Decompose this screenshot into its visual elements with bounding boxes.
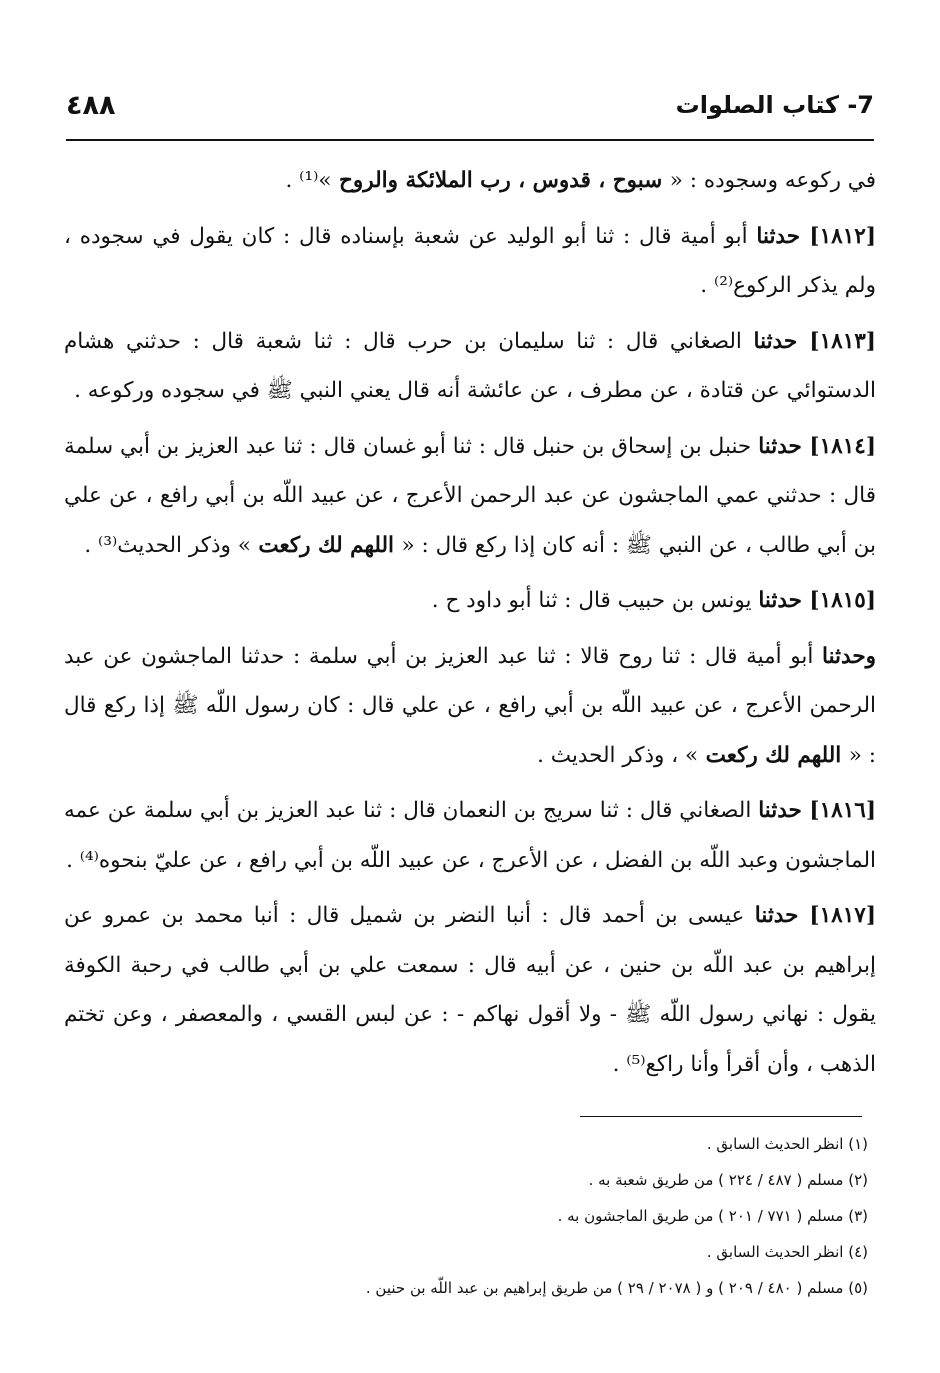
hadith-number: [١٨١٧] حدثنا: [754, 903, 876, 928]
page-number: ٤٨٨: [66, 89, 116, 121]
paragraph-text: أبو أمية قال : ثنا روح قالا : ثنا عبد العزيز بن أبي سلمة : حدثنا الماجشون عن عبد الرحمن الأعرج ، عن عبيد اللّه بن أبي رافع ، عن علي قال : كان رسول اللّه ﷺ إذا ركع قال : «: [64, 643, 876, 768]
paragraph-text: يونس بن حبيب قال : ثنا أبو داود ح .: [431, 588, 759, 613]
paragraph-text: في ركوعه وسجوده : «: [669, 168, 876, 193]
header-divider: [66, 139, 874, 141]
footnote-4: (٤) انظر الحديث السابق .: [706, 1243, 868, 1261]
hadith-number: [١٨١٤] حدثنا: [758, 433, 876, 459]
hadith-1815: [64, 576, 876, 626]
footnote-5: (٥) مسلم ( ٤٨٠ / ٢٠٩ ) و ( ٢٠٧٨ / ٢٩ ) من طريق إبراهيم بن عبد اللّه بن حنين .: [365, 1279, 868, 1297]
hadith-1815-second-chain: [64, 632, 876, 781]
quoted-supplication: اللهم لك ركعت: [698, 742, 849, 768]
hadith-1816: [64, 786, 876, 885]
quoted-supplication: اللهم لك ركعت: [250, 532, 402, 558]
hadith-1817: [64, 891, 876, 1089]
footnote-1: (١) انظر الحديث السابق .: [706, 1135, 868, 1153]
footnotes: [66, 1126, 868, 1306]
paragraph-tail: » وذكر الحديث⁽³⁾ .: [84, 532, 251, 558]
hadith-number: [١٨١٥] حدثنا: [758, 588, 876, 613]
footnote-3: (٣) مسلم ( ٧٧١ / ٢٠١ ) من طريق الماجشون به .: [557, 1207, 868, 1225]
paragraph-text: الصغاني قال : ثنا سريج بن النعمان قال : ثنا عبد العزيز بن أبي سلمة عن عمه الماجشون وعبد اللّه بن الفضل ، عن الأعرج ، عن عبيد اللّه بن أبي رافع ، عن عليّ بنحوه⁽⁴⁾ .: [64, 798, 876, 873]
footnote-divider: [580, 1116, 862, 1117]
quoted-supplication: سبوح ، قدوس ، رب الملائكة والروح: [331, 168, 670, 193]
paragraph-text: أبو أمية قال : ثنا أبو الوليد عن شعبة بإسناده قال : كان يقول في سجوده ، ولم يذكر الركوع⁽²⁾ .: [64, 223, 876, 298]
hadith-number: [١٨١٢] حدثنا: [756, 223, 876, 249]
paragraph-text: عيسى بن أحمد قال : أنبا النضر بن شميل قال : أنبا محمد بن عمرو عن إبراهيم بن عبد اللّه بن حنين ، عن أبيه قال : سمعت علي بن أبي طالب في رحبة الكوفة يقول : نهاني رسول اللّه ﷺ - ولا أقول نهاكم - : عن لبس القسي ، والمعصفر ، وعن تختم الذهب ، وأن أقرأ وأنا راكع⁽⁵⁾ .: [64, 903, 876, 1077]
paragraph-text: الصغاني قال : ثنا سليمان بن حرب قال : ثنا شعبة قال : حدثني هشام الدستوائي عن قتادة ، عن مطرف ، عن عائشة أنه قال يعني النبي ﷺ في سجوده وركوعه .: [64, 328, 876, 403]
hadith-1813: [64, 317, 876, 416]
chain-lead: وحدثنا: [822, 643, 876, 669]
paragraph-continuation: [64, 156, 876, 206]
paragraph-tail: » ، وذكر الحديث .: [537, 742, 699, 768]
paragraph-tail: »⁽¹⁾ .: [285, 168, 332, 193]
paragraph-text: حنبل بن إسحاق بن حنبل قال : ثنا أبو غسان قال : ثنا عبد العزيز بن أبي سلمة قال : حدثني عمي الماجشون عن عبد الرحمن الأعرج ، عن عبيد اللّه بن أبي رافع ، عن علي بن أبي طالب ، عن النبي ﷺ : أنه كان إذا ركع قال : «: [64, 433, 876, 558]
hadith-number: [١٨١٣] حدثنا: [753, 328, 876, 354]
page-header: [66, 82, 874, 128]
footnote-2: (٢) مسلم ( ٤٨٧ / ٢٢٤ ) من طريق شعبة به .: [588, 1171, 868, 1189]
chapter-title: 7- كتاب الصلوات: [675, 91, 874, 119]
hadith-number: [١٨١٦] حدثنا: [758, 798, 876, 823]
hadith-1814: [64, 422, 876, 571]
body-text: [64, 156, 876, 1095]
hadith-1812: [64, 212, 876, 311]
